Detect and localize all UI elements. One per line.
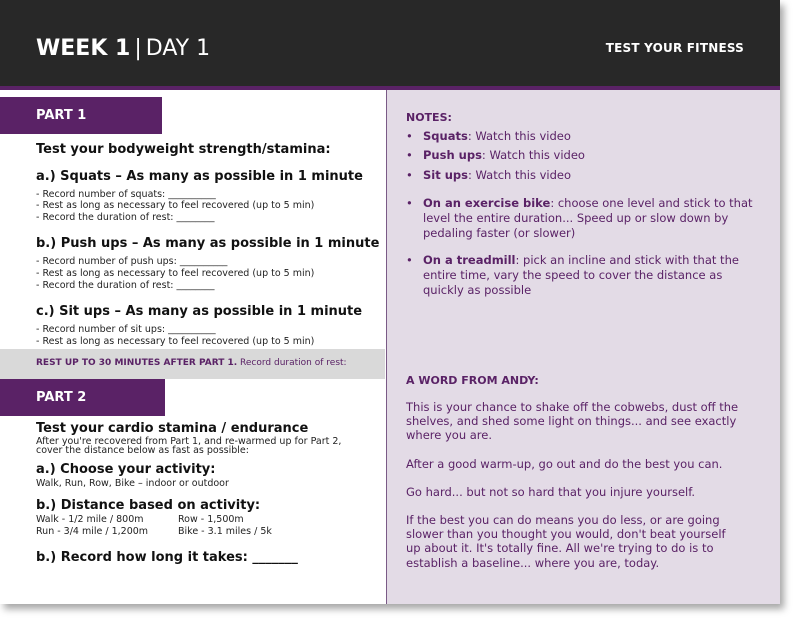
note-item-bold: On a treadmill [423, 253, 516, 267]
distance-row: Row - 1,500m [178, 514, 244, 525]
bullet-icon: • [406, 168, 413, 182]
part2-tab: PART 2 [0, 379, 165, 416]
title-separator: | [134, 36, 142, 61]
rest-band-normal: Record duration of rest: [237, 358, 347, 368]
andy-paragraph-line: where you are. [406, 428, 493, 442]
notes-title: NOTES: [406, 111, 452, 124]
bullet-icon: • [406, 129, 413, 143]
note-item-text: entire time, vary the speed to cover the distance as [423, 268, 723, 282]
rest-band-bold: REST UP TO 30 MINUTES AFTER PART 1. [36, 358, 238, 368]
note-item-bold: Push ups [423, 148, 482, 162]
andy-paragraph-line: shelves, and shed some light on things... and see exactly [406, 414, 737, 428]
squats-line: - Record the duration of rest: ________ [36, 212, 215, 223]
rest-band [0, 349, 385, 379]
situps-line: - Rest as long as necessary to feel recovered (up to 5 min) [36, 336, 315, 347]
andy-paragraph-line: up about it. It's totally fine. All we're trying to do is to [406, 541, 714, 555]
note-item-bike [406, 196, 776, 241]
note-item-text: : Watch this video [467, 129, 571, 143]
note-item-text: pedaling faster (or slower) [423, 226, 576, 240]
left-column [0, 90, 385, 604]
andy-paragraph-line: This is your chance to shake off the cobwebs, dust off the [406, 400, 739, 414]
distance-walk: Walk - 1/2 mile / 800m [36, 514, 144, 525]
distance-title: b.) Distance based on activity: [36, 498, 261, 513]
pushups-line: - Record the duration of rest: ________ [36, 280, 215, 291]
note-item-treadmill [406, 253, 776, 298]
note-item-bold: On an exercise bike [423, 196, 551, 210]
situps-title: c.) Sit ups – As many as possible in 1 minute [36, 304, 363, 319]
andy-paragraph-line: If the best you can do means you do less, or are going [406, 513, 720, 527]
andy-paragraph-line: slower than you thought you would, don't beat yourself [406, 527, 726, 541]
header-bar [0, 0, 780, 86]
day-label: DAY 1 [145, 36, 211, 61]
bullet-icon: • [406, 196, 413, 210]
note-item-bold: Sit ups [423, 168, 468, 182]
note-item-text: : choose one level and stick to that [550, 196, 753, 210]
situps-line: - Record number of sit ups: __________ [36, 324, 216, 335]
note-item-text: : Watch this video [468, 168, 572, 182]
activity-text: Walk, Run, Row, Bike – indoor or outdoor [36, 478, 229, 489]
pushups-title: b.) Push ups – As many as possible in 1 minute [36, 236, 380, 251]
activity-title: a.) Choose your activity: [36, 462, 216, 477]
distance-bike: Bike - 3.1 miles / 5k [178, 526, 272, 537]
andy-paragraph-line: establish a baseline... where you are, today. [406, 556, 660, 570]
andy-title: A WORD FROM ANDY: [406, 374, 539, 387]
note-item-text: quickly as possible [423, 283, 532, 297]
note-item-text: level the entire duration... Speed up or slow down by [423, 211, 729, 225]
part2-intro-line: After you're recovered from Part 1, and re-warmed up for Part 2, [36, 436, 342, 447]
page-title [36, 35, 210, 63]
pushups-line: - Record number of push ups: __________ [36, 256, 228, 267]
notes-panel [386, 90, 780, 604]
note-item-text: : Watch this video [481, 148, 585, 162]
squats-title: a.) Squats – As many as possible in 1 minute [36, 169, 363, 184]
part1-heading: Test your bodyweight strength/stamina: [36, 142, 331, 157]
note-item-bold: Squats [423, 129, 468, 143]
part1-tab: PART 1 [0, 97, 162, 134]
test-your-fitness-label: TEST YOUR FITNESS [605, 41, 744, 55]
week-label: WEEK 1 [36, 36, 131, 61]
squats-line: - Rest as long as necessary to feel recovered (up to 5 min) [36, 200, 315, 211]
rest-band-text [36, 358, 347, 368]
andy-paragraph-line: Go hard... but not so hard that you injure yourself. [406, 485, 696, 499]
squats-line: - Record number of squats: __________ [36, 189, 216, 200]
bullet-icon: • [406, 253, 413, 267]
pushups-line: - Rest as long as necessary to feel recovered (up to 5 min) [36, 268, 315, 279]
bullet-icon: • [406, 148, 413, 162]
note-item-text: : pick an incline and stick with that the [515, 253, 739, 267]
distance-run: Run - 3/4 mile / 1,200m [36, 526, 149, 537]
record-time-title: b.) Record how long it takes: _______ [36, 550, 298, 565]
part2-intro-line: cover the distance below as fast as possible: [36, 445, 249, 456]
part2-heading: Test your cardio stamina / endurance [36, 421, 309, 436]
andy-paragraph-line: After a good warm-up, go out and do the best you can. [406, 457, 723, 471]
